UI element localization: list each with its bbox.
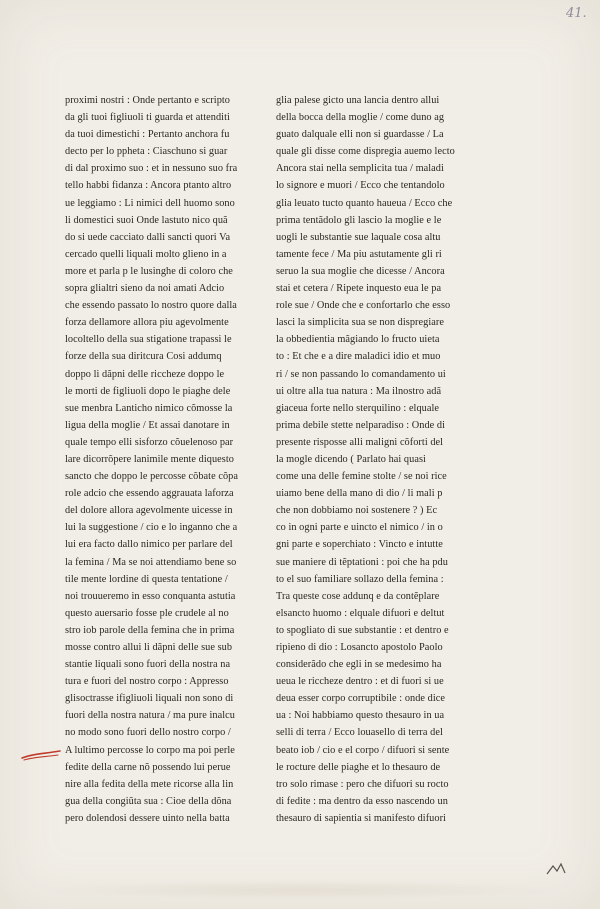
text-line: di dal proximo suo : et in nessuno suo fra [65,163,238,175]
text-line: ue leggiamo : Li nimici dell huomo sono [65,197,235,209]
text-line: tello habbi fidanza : Ancora ptanto altro [65,180,232,192]
text-line: Ancora stai nella semplicita tua / maladi [276,163,444,175]
text-line: sancto che doppo le percosse cõbate cõpa [65,471,238,483]
text-line: tro solo rimase : pero che difuori su rocto [276,778,449,790]
text-line: forze della sua diritcura Cosi addumq [65,351,222,363]
text-line: lare dicorrõpere lanimile mente diquesto [65,453,234,465]
text-line: lui la suggestione / cio e lo inganno che a [65,522,238,534]
text-line: forza dellamore allora piu agevolmente [65,317,229,329]
text-line: lo signore e muori / Ecco che tentandolo [276,180,445,192]
text-line: la mogle dicendo ( Parlato hai quasi [276,453,426,465]
text-line: cercado quelli liquali molto glieno in a [65,248,227,260]
left-text-column [65,92,279,827]
text-line: quale tempo elli sisforzo cõuelenoso par [65,436,234,448]
text-line: gua della congiũta sua : Cioe della dõna [65,795,232,807]
red-marginal-mark [20,748,62,764]
text-line: noi trouueremo in esso conquanta astutia [65,590,236,602]
text-line: lasci la simplicita sua se non dispregiare [276,317,444,329]
text-line: locoltello della sua stigatione trapassi le [65,334,232,346]
text-line: tile mente lordine di questa tentatione / [65,573,228,585]
text-line: gni parte e soperchiato : Vincto e intutte [276,539,443,551]
text-line: che non dobbiamo noi sostenere ? ) Ec [276,505,438,517]
text-line: to spogliato di sue substantie : et dentro e [276,624,449,636]
text-line: thesauro di sapientia si manifesto difuori [276,812,446,824]
text-line: do si uede cacciato dalli sancti quori Va [65,231,231,243]
text-line: da gli tuoi figliuoli ti guarda et attenditi [65,112,230,124]
text-line: elsancto huomo : elquale difuori e deltut [276,607,445,619]
text-line: doppo li dãpni delle riccheze doppo le [65,368,225,380]
text-line: uiamo bene della mano di dio / li mali p [276,488,443,500]
text-line: to : Et che e a dire maladici idio et muo [276,351,441,363]
text-line: decto per lo ppheta : Ciaschuno si guar [65,146,228,158]
text-line: prima tentãdolo gli lascio la moglie e le [276,214,442,226]
text-line: stai et cetera / Ripete inquesto eua le pa [276,283,442,295]
text-line: del dolore allora agevolmente uicesse in [65,505,233,517]
text-line: ripieno di dio : Losancto apostolo Paolo [276,642,443,653]
text-line: come una delle femine stolte / se noi rice [276,471,447,483]
text-line: sue menbra Lanticho nimico cõmosse la [65,402,233,414]
text-line: mosse contro allui li dãpni delle sue sub [65,642,233,653]
text-line: da tuoi dimestichi : Pertanto anchora fu [65,129,230,141]
text-line: more et parla p le lusinghe di coloro che [65,265,233,277]
text-line: considerãdo che egli in se medesimo ha [276,659,442,671]
text-line: glia leuato tucto quanto haueua / Ecco che [276,197,453,209]
text-line: role sue / Onde che e confortarlo che esso [276,300,451,312]
right-text-column [276,92,498,827]
text-line: la femina / Ma se noi attendiamo bene so [65,556,237,568]
text-line: Tra queste cose addunq e da contẽplare [276,590,440,602]
text-line: quale gli disse come dispregia auemo lecto [276,146,455,158]
paper-stain [40,880,560,900]
text-line: tura e fuori del nostro corpo : Appresso [65,676,229,688]
text-line: nire alla fedita della mete ricorse alla lin [65,778,234,790]
text-line: giaceua forte nello sterquilino : elquale [276,402,440,414]
text-line: stantie liquali sono fuori della nostra na [65,659,231,671]
text-line: presente risposse alli maligni cõforti del [276,436,444,448]
text-line: sue maniere di tẽptationi : poi che ha pdu [276,556,448,568]
text-line: glia palese gicto una lancia dentro allui [276,95,440,106]
text-line: no modo sono fuori dello nostro corpo / [65,727,231,739]
text-line: beato iob / cio e el corpo / difuori si sente [276,744,450,756]
text-line: di fedite : ma dentro da esso nascendo un [276,795,448,807]
text-line: guato dalquale elli non si guardasse / La [276,129,444,141]
text-line: fedite della carne nõ possendo lui perue [65,761,231,773]
text-line: fuori della nostra natura / ma pure inalcu [65,710,235,722]
text-line: ligua della moglie / Et assai danotare in [65,419,230,431]
text-line: tamente fece / Ma piu astutamente gli ri [276,248,442,260]
text-line: co in ogni parte e uincto el nimico / in o [276,522,443,534]
text-line: to el suo familiare sollazo della femina : [276,573,444,585]
text-line: uogli le substantie sue laquale cosa altu [276,231,441,243]
folio-number: 41. [566,6,587,21]
text-line: questo auersario fosse ple crudele al no [65,607,229,619]
text-line: li domestici suoi Onde lastuto nico quã [65,214,228,226]
text-line: che essendo passato lo nostro quore dalla [65,300,237,312]
text-line: glisoctrasse ifigliuoli liquali non sono di [65,693,234,705]
text-line: ri / se non passando lo comandamento ui [276,368,446,380]
text-line: ua : Noi habbiamo questo thesauro in ua [276,710,445,722]
text-line: prima debile stette nelparadiso : Onde di [276,419,446,431]
text-line: le morti de figliuoli dopo le piaghe dele [65,385,231,397]
text-line: selli di terra / Ecco louasello di terra del [276,727,443,739]
text-line: della bocca della moglie / come duno ag [276,112,445,124]
text-line: lui era facto dallo nimico per parlare del [65,539,233,551]
text-line: proximi nostri : Onde pertanto e scripto [65,95,230,106]
text-line: le rocture delle piaghe et lo thesauro de [276,761,441,773]
text-line: seruo la sua moglie che dicesse / Ancora [276,265,445,277]
text-line: deua esser corpo corruptibile : onde dice [276,693,446,705]
text-line: sopra glialtri sieno da noi amati Adcio [65,283,225,295]
text-line: role adcio che essendo aggrauata laforza [65,488,234,500]
text-line: stro iob parole della femina che in prima [65,624,235,636]
text-line: A lultimo percosse lo corpo ma poi perle [65,744,235,756]
text-line: ui oltre alla tua natura : Ma ilnostro adã [276,385,442,397]
text-line: ueua le riccheze dentro : et di fuori si ue [276,676,444,688]
stamp-mark [545,862,567,876]
text-line: la obbedientia mãgiando lo fructo uieta [276,334,440,346]
text-line: pero dolendosi dessere uinto nella batta [65,812,230,824]
